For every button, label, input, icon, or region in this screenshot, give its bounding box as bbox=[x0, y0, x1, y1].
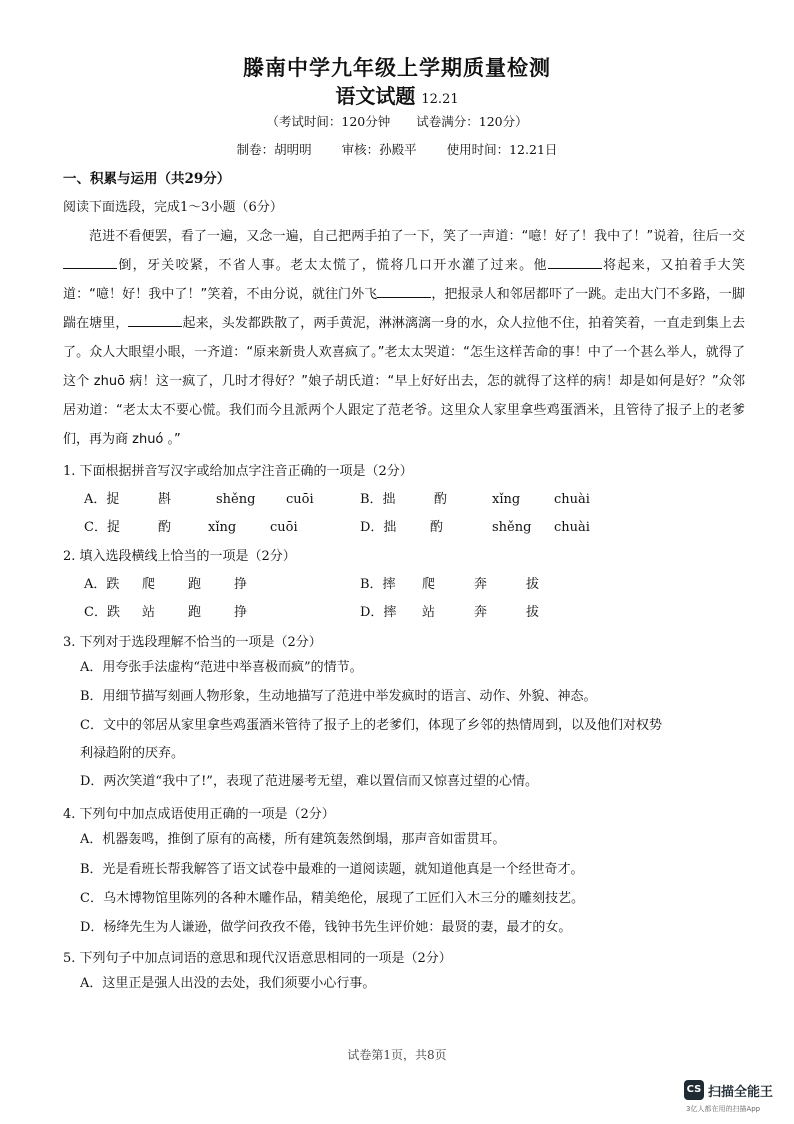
question-1-stem: 1. 下面根据拼音写汉字或给加点字注音正确的一项是（2分） bbox=[63, 464, 413, 479]
exam-info bbox=[0, 112, 794, 130]
passage-text: 倒，牙关咬紧，不省人事。老太太慌了，慌将几口开水灌了过来。他 bbox=[117, 258, 548, 273]
full-score: 试卷满分：120分） bbox=[416, 114, 528, 129]
page-footer: 试卷第1页，共8页 bbox=[347, 1048, 447, 1062]
passage-text: 起来，头发都跌散了，两手黄泥，淋淋漓漓一身的水，众人拉他不住，拍着笑着，一直走到集上去了。众人大眼望小眼，一齐道：“原来新贵人欢喜疯了。”老太太哭道：“怎生这样苦命的事！中了一个甚么举人，就得了这个 zhuō 病！这一疯了，几时才得好？”娘子胡氏道：“早上好好出去，怎的就得了这样的病！却是如何是好？”众邻居劝道：“老太太不要心慌。我们而今且派两个人跟定了范老爷。这里众人家里拿些鸡蛋酒米，且管待了报子上的老爹们，再为商 zhuó 。” bbox=[63, 316, 745, 447]
q1-option-c: C．捉 酌 xǐng cuōi bbox=[84, 520, 298, 535]
q4-option-c: C．乌木博物馆里陈列的各种木雕作品，精美绝伦，展现了工匠们入木三分的雕刻技艺。 bbox=[80, 891, 584, 906]
question-4-stem: 4. 下列句中加点成语使用正确的一项是（2分） bbox=[63, 807, 335, 822]
passage-text: 范进不看便罢，看了一遍，又念一遍，自己把两手拍了一下，笑了一声道：“噫！好了！我中了！”说着，往后一交 bbox=[89, 229, 745, 244]
q3-option-a: A．用夸张手法虚构“范进中举喜极而疯”的情节。 bbox=[80, 660, 363, 675]
q3-option-d: D．两次笑道“我中了!”，表现了范进屡考无望，难以置信而又惊喜过望的心情。 bbox=[80, 774, 538, 789]
q1-option-d: D．拙 酌 shěng chuài bbox=[360, 520, 590, 535]
blank-3 bbox=[377, 285, 431, 298]
school-title: 滕南中学九年级上学期质量检测 bbox=[243, 55, 551, 80]
reading-passage bbox=[63, 222, 745, 454]
staff-info bbox=[0, 140, 794, 158]
q4-option-b: B．光是看班长帮我解答了语文试卷中最难的一道阅读题，就知道他真是一个经世奇才。 bbox=[80, 862, 584, 877]
q4-option-d: D．杨绛先生为人谦逊，做学问孜孜不倦，钱钟书先生评价她：最贤的妻，最才的女。 bbox=[80, 920, 572, 935]
passage-text: 将起来，又拍着手大笑道：“噫！好！我中了！”笑着，不由分说，就往门外飞 bbox=[63, 258, 745, 302]
q3-option-b: B．用细节描写刻画人物形象，生动地描写了范进中举发疯时的语言、动作、外貌、神态。 bbox=[80, 689, 597, 704]
question-5-stem: 5. 下列句子中加点词语的意思和现代汉语意思相同的一项是（2分） bbox=[63, 951, 452, 966]
section-instruction: 阅读下面选段，完成1～3小题（6分） bbox=[63, 200, 283, 215]
section-title: 一、积累与运用（共29分） bbox=[63, 171, 231, 187]
q2-option-b: B．摔 爬 奔 拔 bbox=[360, 577, 540, 592]
subject-title-text: 语文试题 bbox=[335, 84, 416, 108]
q4-option-a: A．机器轰鸣，推倒了原有的高楼，所有建筑轰然倒塌，那声音如雷贯耳。 bbox=[80, 832, 506, 847]
q2-option-d: D．摔 站 奔 拔 bbox=[360, 605, 540, 620]
passage-paragraph bbox=[63, 222, 745, 454]
q3-option-c-cont: 利禄趋附的厌弃。 bbox=[80, 746, 185, 761]
exam-time: （考试时间：120分钟 bbox=[266, 114, 391, 129]
subject-date: 12.21 bbox=[421, 92, 459, 107]
author: 制卷：胡明明 bbox=[236, 142, 312, 157]
use-time: 使用时间：12.21日 bbox=[446, 142, 558, 157]
q2-option-a: A．跌 爬 跑 挣 bbox=[84, 577, 248, 592]
scanner-watermark-name: 扫描全能王 bbox=[708, 1085, 774, 1100]
blank-4 bbox=[128, 314, 182, 327]
question-3-stem: 3. 下列对于选段理解不恰当的一项是（2分） bbox=[63, 635, 322, 650]
passage-text: ，把报录人和邻居都吓了一跳。走出大门不多路，一脚踹在塘里， bbox=[63, 287, 745, 331]
subject-title bbox=[0, 80, 794, 109]
question-2-stem: 2. 填入选段横线上恰当的一项是（2分） bbox=[63, 549, 296, 564]
reviewer: 审核：孙殿平 bbox=[341, 142, 417, 157]
q3-option-c: C．文中的邻居从家里拿些鸡蛋酒米管待了报子上的老爹们，体现了乡邻的热情周到，以及他们对权势 bbox=[80, 718, 662, 733]
camscanner-logo-icon: CS bbox=[684, 1080, 704, 1100]
blank-1 bbox=[63, 256, 117, 269]
blank-2 bbox=[548, 256, 602, 269]
q5-option-a: A．这里正是强人出没的去处，我们须要小心行事。 bbox=[80, 976, 376, 991]
q1-option-b: B．拙 酌 xǐng chuài bbox=[360, 492, 590, 507]
scanner-watermark-tagline: 3亿人都在用的扫描App bbox=[686, 1105, 761, 1113]
q2-option-c: C．跌 站 跑 挣 bbox=[84, 605, 248, 620]
q1-option-a: A．捉 斟 shěng cuōi bbox=[84, 492, 314, 507]
